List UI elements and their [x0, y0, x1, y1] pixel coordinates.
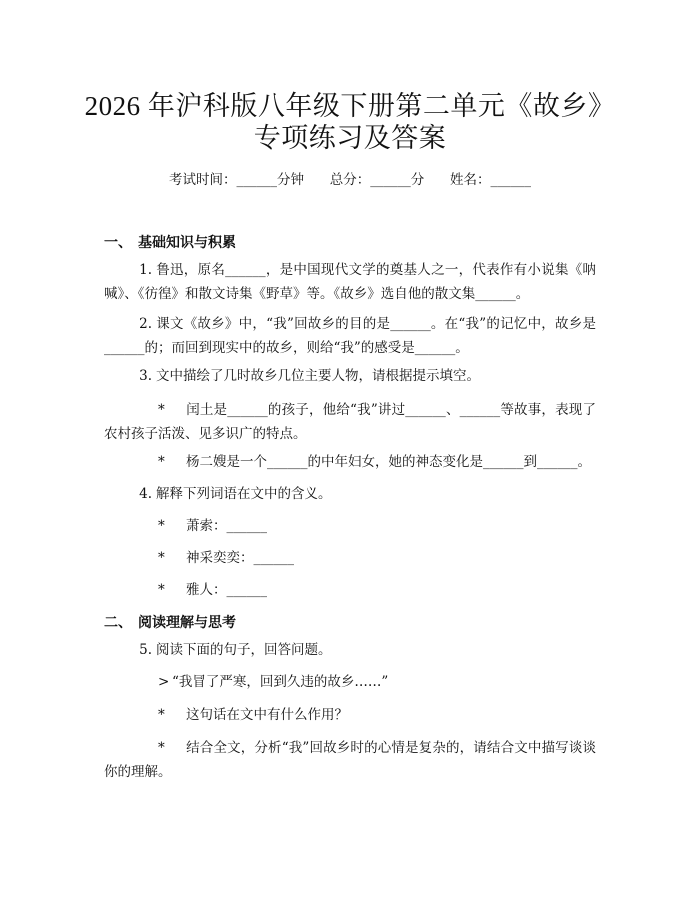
bullet-icon: * — [158, 707, 165, 723]
section-number: 二、 — [104, 615, 132, 631]
item-text: 神采奕奕：______ — [186, 550, 294, 566]
question-3-item-b — [104, 450, 596, 474]
question-number: 3. — [139, 368, 152, 384]
item-text: 这句话在文中有什么作用？ — [186, 707, 348, 723]
bullet-icon: * — [158, 402, 165, 418]
question-4-item-b — [104, 546, 596, 570]
item-text: 雅人：______ — [186, 582, 267, 598]
section-title: 基础知识与积累 — [138, 235, 236, 251]
question-4-item-a — [104, 514, 596, 538]
item-text: 杨二嫂是一个______的中年妇女，她的神态变化是______到______。 — [186, 454, 591, 470]
quote-marker-icon: > — [158, 674, 170, 690]
question-text: 课文《故乡》中，“我”回故乡的目的是______。在“我”的记忆中，故乡是______的；而回到现实中的故乡，则给“我”的感受是______。 — [104, 316, 596, 356]
page-subtitle: 专项练习及答案 — [253, 123, 447, 153]
bullet-icon: * — [158, 454, 165, 470]
question-4-item-c — [104, 578, 596, 602]
question-5-quote — [104, 670, 596, 694]
question-text: 鲁迅，原名______，是中国现代文学的奠基人之一，代表作有小说集《呐喊》、《彷徨》和散文诗集《野草》等。《故乡》选自他的散文集______。 — [104, 262, 596, 302]
bullet-icon: * — [158, 550, 165, 566]
question-2 — [104, 312, 596, 360]
question-5 — [104, 638, 596, 662]
section-heading-1 — [104, 232, 236, 252]
question-4 — [104, 482, 596, 506]
question-3-item-a — [104, 398, 596, 446]
question-text: 阅读下面的句子，回答问题。 — [156, 642, 332, 658]
section-title: 阅读理解与思考 — [138, 615, 236, 631]
bullet-icon: * — [158, 518, 165, 534]
question-5-item-a — [104, 703, 596, 727]
question-text: 文中描绘了几时故乡几位主要人物，请根据提示填空。 — [156, 368, 480, 384]
question-number: 5. — [139, 642, 152, 658]
item-text: 萧索：______ — [186, 518, 267, 534]
page-title: 2026 年沪科版八年级下册第二单元《故乡》 — [84, 91, 616, 121]
question-3 — [104, 364, 596, 388]
question-text: 解释下列词语在文中的含义。 — [156, 486, 332, 502]
bullet-icon: * — [158, 582, 165, 598]
section-number: 一、 — [104, 235, 132, 251]
quote-text: “我冒了严寒，回到久违的故乡……” — [172, 674, 389, 690]
section-heading-2 — [104, 612, 236, 632]
question-number: 4. — [139, 486, 152, 502]
question-number: 2. — [139, 316, 152, 332]
bullet-icon: * — [158, 740, 165, 756]
item-text: 闰土是______的孩子，他给“我”讲过______、______等故事，表现了农村孩子活泼、见多识广的特点。 — [104, 402, 596, 442]
question-number: 1. — [139, 262, 152, 278]
question-5-item-b — [104, 736, 596, 784]
item-text: 结合全文，分析“我”回故乡时的心情是复杂的，请结合文中描写谈谈你的理解。 — [104, 740, 596, 780]
exam-info: 考试时间：______分钟 总分：______分 姓名：______ — [169, 172, 531, 188]
question-1 — [104, 258, 596, 306]
